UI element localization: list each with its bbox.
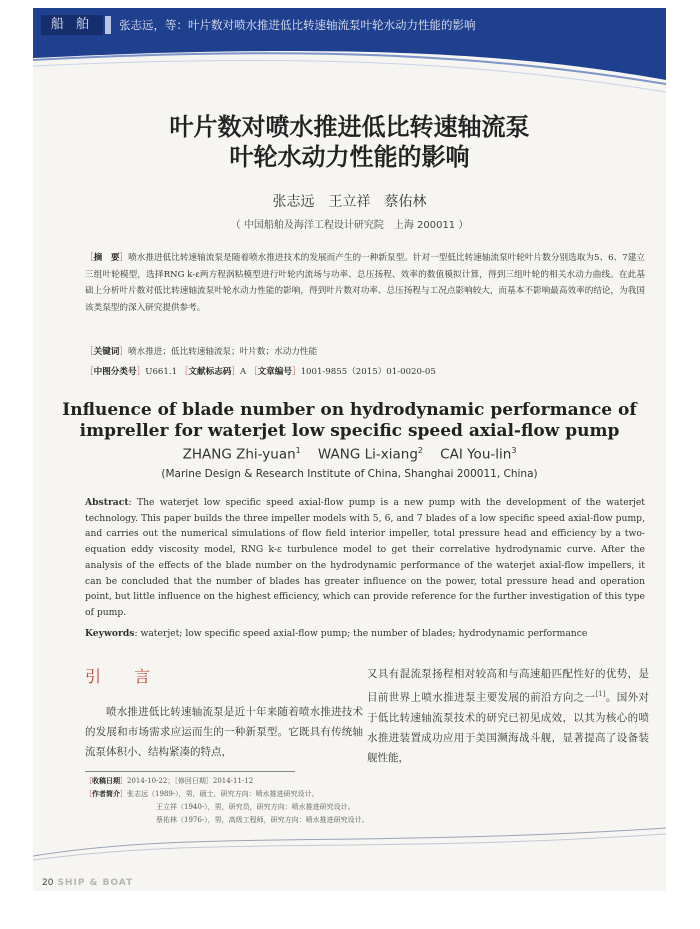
intro-right-column: 又具有混流泵扬程相对较高和与高速船匹配性好的优势，是目前世界上喷水推进泵主要发展的前沿方向之一[1]。国外对于低比转速轴流泵技术的研究已初见成效，以其为核心的喷水推进装置成功应用于美国濒海战斗舰，显著提高了设备装舰性能， [367,668,650,764]
clc-code: U661.1 [145,367,178,377]
keywords-chinese [85,345,645,357]
intro-left-column: 喷水推进低比转速轴流泵是近十年来随着喷水推进技术的发展和市场需求应运而生的一种新泵型。它既具有传统轴流泵体积小、结构紧凑的特点， [85,706,363,758]
classification-line: ［中图分类号］U661.1 ［文献标志码］A ［文章编号］1001-9855（2015）01-0020-05 [85,367,436,377]
keywords-chinese-text: 喷水推进；低比转速轴流泵；叶片数；水动力性能 [128,347,318,357]
footnote-author-1: ［作者简介］张志远（1989-），男，硕士，研究方向：喷水推进研究设计。 [85,790,319,798]
article-number-label: 文章编号 [257,367,292,377]
article-number: 1001-9855（2015）01-0020-05 [300,367,436,377]
abstract-english-text: : The waterjet low specific speed axial-flow pump is a new pump with the development of the waterjet technology. This paper builds the three impeller models with 5, 6, and 7 blades of a low specific speed axial-flow pump, and carries out the numerical simulations of flow field interior impeller, total pressure head and efficiency by a two-equation eddy viscosity model, RNG k-ε turbulence model to get their correlative hydrodynamic curve. After the analysis of the effects of the blade number on the hydrodynamic performance of the waterjet axial-flow impellers, it can be concluded that the number of blades has greater influence on the power, total pressure head and operation point, but little influence on the highest efficiency, which can provide reference for the further investigation of this type of pump. [85,497,645,618]
footnote-rule [85,771,295,772]
affiliation-english: (Marine Design & Research Institute of China, Shanghai 200011, China) [161,468,538,480]
keywords-english-label: Keywords [85,628,135,639]
title-english-line-2: impreller for waterjet low specific speed axial-flow pump [79,421,620,441]
abstract-chinese-label: ［摘 要］ [85,253,129,263]
abstract-english [85,495,645,621]
author-1: ZHANG Zhi-yuan [182,446,296,463]
footnote-author-2: 王立祥（1940-），男，研究员，研究方向：喷水推进研究设计。 [156,803,355,811]
magazine-name: SHIP & BOAT [57,878,134,888]
title-english-line-1: Influence of blade number on hydrodynamic performance of [62,400,637,420]
footnote-dates: ［收稿日期］2014-10-22；［修回日期］2014-11-12 [85,777,254,785]
abstract-english-label: Abstract [85,497,129,508]
abstract-chinese [85,250,645,316]
keywords-chinese-label: ［关键词］ [85,347,129,357]
running-title: 张志远，等：叶片数对喷水推进低比转速轴流泵叶轮水动力性能的影响 [119,18,476,32]
footnote-author-3: 蔡佑林（1976-），男，高级工程师，研究方向：喷水推进研究设计。 [156,816,369,824]
citation-ref: [1] [595,690,606,698]
header-separator [105,16,111,34]
title-chinese-line-1: 叶片数对喷水推进低比转速轴流泵 [169,113,530,141]
clc-label: 中图分类号 [93,367,137,377]
author-3: CAI You-lin [440,446,512,463]
keywords-english-text: : waterjet; low specific speed axial-flow pump; the number of blades; hydrodynamic performance [134,628,588,639]
abstract-chinese-text: 喷水推进低比转速轴流泵是随着喷水推进技术的发展而产生的一种新泵型。针对一型低比转速轴流泵叶轮叶片数分别选取为5、6、7建立三组叶轮模型，选择RNG k-ε两方程涡粘模型进行叶轮内流场与功率、总压扬程、效率的数值模拟计算，得到三组叶轮的相关水动力曲线。在此基础上分析叶片数对低比转速轴流泵叶轮水动力性能的影响，得到叶片数对功率、总压扬程与工况点影响较大，而基本不影响最高效率的结论，为我国该类泵型的深入研究提供参考。 [85,253,645,313]
doc-code: A [240,367,247,377]
keywords-english [85,628,645,639]
journal-page [33,8,666,891]
doc-code-label: 文献标志码 [188,367,232,377]
section-heading-intro: 引 言 [85,667,165,686]
authors-english: ZHANG Zhi-yuan$^1$ WANG Li-xiang$^2$ CAI You-lin$^3$ [182,446,517,463]
authors-chinese: 张志远 王立祥 蔡佑林 [272,194,427,210]
title-chinese-line-2: 叶轮水动力性能的影响 [229,143,470,171]
journal-name: 船 舶 [41,15,103,35]
page-number: 20 [42,878,54,888]
footnote [85,775,605,827]
author-2: WANG Li-xiang [317,446,418,463]
title-english [33,400,666,442]
header-wave-decoration [33,36,666,96]
affiliation-chinese: （ 中国船舶及海洋工程设计研究院 上海 200011 ） [230,220,469,231]
page-footer [42,878,133,888]
title-chinese [33,112,666,172]
footer-wave-decoration [33,826,666,866]
